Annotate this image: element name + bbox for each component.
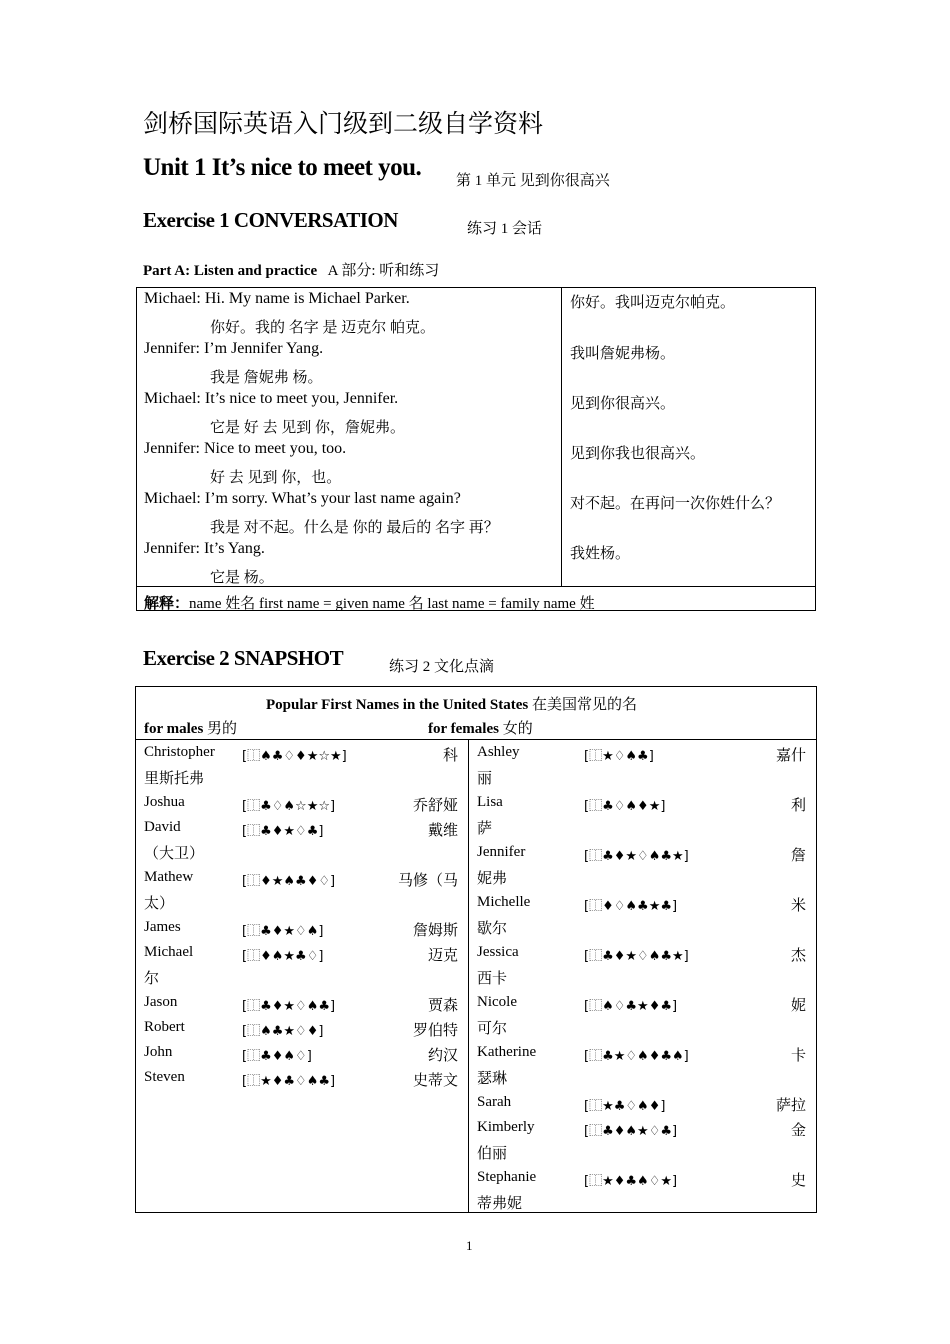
male-phonetic: [⿰♣♦★♢♠] <box>242 924 324 939</box>
male-cn: 科 <box>442 748 458 764</box>
female-cn: 卡 <box>790 1048 806 1064</box>
male-phonetic: [⿰♦♠★♣♢] <box>242 949 324 964</box>
female-cn-cont: 蒂弗妮 <box>477 1196 523 1212</box>
female-phonetic: [⿰♠♢♣★♦♣] <box>584 999 678 1014</box>
male-name: Christopher <box>144 744 215 760</box>
female-cn: 金 <box>790 1123 806 1139</box>
male-phonetic: [⿰♣♦★♢♣] <box>242 824 324 839</box>
male-cn: 贾森 <box>427 998 458 1014</box>
male-cn: 史蒂文 <box>412 1073 458 1089</box>
male-cn: 罗伯特 <box>412 1023 458 1039</box>
conversation-table <box>136 287 816 611</box>
conv-translation-5: 对不起。在再问一次你姓什么？ <box>570 496 781 512</box>
female-cn: 史 <box>790 1173 806 1189</box>
conv-gloss-6: 它是 杨。 <box>210 570 274 586</box>
part-a-cn: A 部分: 听和练习 <box>327 263 440 279</box>
female-phonetic: [⿰★♢♠♣] <box>584 749 654 764</box>
male-cn-cont: 里斯托弗 <box>144 771 205 787</box>
male-name: James <box>144 919 181 935</box>
males-header <box>144 717 237 738</box>
female-name: Katherine <box>477 1044 537 1060</box>
male-cn: 乔舒娅 <box>412 798 458 814</box>
conv-line-2: Jennifer: I’m Jennifer Yang. <box>144 340 324 357</box>
female-cn-cont: 丽 <box>477 771 493 787</box>
female-name: Jennifer <box>477 844 526 860</box>
male-cn-cont: （大卫） <box>144 846 205 862</box>
names-table-header <box>266 693 637 714</box>
female-name: Nicole <box>477 994 517 1010</box>
female-name: Michelle <box>477 894 531 910</box>
male-phonetic: [⿰♣♦★♢♠♣] <box>242 999 336 1014</box>
female-phonetic: [⿰♦♢♠♣★♣] <box>584 899 678 914</box>
female-cn-cont: 瑟琳 <box>477 1071 508 1087</box>
female-name: Sarah <box>477 1094 512 1110</box>
female-phonetic: [⿰♣★♢♠♦♣♠] <box>584 1049 689 1064</box>
female-phonetic: [⿰♣♢♠♦★] <box>584 799 666 814</box>
male-phonetic: [⿰♠♣★♢♦] <box>242 1024 324 1039</box>
conv-line-5: Michael: I’m sorry. What’s your last name again? <box>144 490 461 507</box>
document-title: 剑桥国际英语入门级到二级自学资料 <box>143 111 544 138</box>
conv-gloss-2: 我是 詹妮弗 杨。 <box>210 370 323 386</box>
female-cn: 詹 <box>790 848 806 864</box>
male-name: Jason <box>144 994 178 1010</box>
female-name: Lisa <box>477 794 503 810</box>
conv-translation-2: 我叫詹妮弗杨。 <box>570 346 676 362</box>
female-name: Ashley <box>477 744 520 760</box>
female-name: Kimberly <box>477 1119 535 1135</box>
conv-gloss-1: 你好。我的 名字 是 迈克尔 帕克。 <box>210 320 436 336</box>
female-name: Stephanie <box>477 1169 537 1185</box>
female-cn: 利 <box>790 798 806 814</box>
females-header <box>428 717 533 738</box>
male-name: David <box>144 819 181 835</box>
exercise1-title: Exercise 1 CONVERSATION <box>143 208 398 232</box>
males-label: for males <box>144 721 204 737</box>
male-name: Michael <box>144 944 194 960</box>
part-a-heading <box>143 259 439 280</box>
names-header-cn: 在美国常见的名 <box>531 697 637 713</box>
female-cn-cont: 伯丽 <box>477 1146 508 1162</box>
conv-line-1: Michael: Hi. My name is Michael Parker. <box>144 290 410 307</box>
females-label: for females <box>428 721 499 737</box>
conv-gloss-5: 我是 对不起。什么是 你的 最后的 名字 再？ <box>210 520 499 536</box>
male-cn: 戴维 <box>427 823 458 839</box>
names-header-en: Popular First Names in the United States <box>266 697 529 713</box>
exercise1-title-cn: 练习 1 会话 <box>467 221 543 237</box>
male-cn-cont: 尔 <box>144 971 160 987</box>
exercise2-title: Exercise 2 SNAPSHOT <box>143 646 344 670</box>
male-phonetic: [⿰♠♣♢♦★☆★] <box>242 749 347 764</box>
explanation-note <box>144 592 595 613</box>
female-cn: 嘉什 <box>775 748 806 764</box>
male-cn: 马修（马 <box>397 873 458 889</box>
female-phonetic: [⿰♣♦★♢♠♣★] <box>584 849 689 864</box>
male-name: Robert <box>144 1019 185 1035</box>
conv-line-4: Jennifer: Nice to meet you, too. <box>144 440 347 457</box>
female-cn-cont: 西卡 <box>477 971 508 987</box>
male-phonetic: [⿰♣♢♠☆★☆] <box>242 799 336 814</box>
males-cn: 男的 <box>207 721 238 737</box>
conv-line-6: Jennifer: It’s Yang. <box>144 540 265 557</box>
conv-line-3: Michael: It’s nice to meet you, Jennifer. <box>144 390 399 407</box>
male-name: Mathew <box>144 869 194 885</box>
unit-title-cn: 第 1 单元 见到你很高兴 <box>456 173 610 189</box>
male-phonetic: [⿰♣♦♠♢] <box>242 1049 312 1064</box>
female-cn: 妮 <box>790 998 806 1014</box>
female-cn: 萨拉 <box>775 1098 806 1114</box>
female-name: Jessica <box>477 944 519 960</box>
part-a-label: Part A: Listen and practice <box>143 263 318 279</box>
male-cn: 詹姆斯 <box>412 923 458 939</box>
male-name: John <box>144 1044 173 1060</box>
females-cn: 女的 <box>502 721 533 737</box>
female-cn-cont: 可尔 <box>477 1021 508 1037</box>
male-name: Joshua <box>144 794 185 810</box>
male-cn: 约汉 <box>427 1048 458 1064</box>
male-cn: 迈克 <box>427 948 458 964</box>
conv-gloss-3: 它是 好 去 见到 你，詹妮弗。 <box>210 420 406 436</box>
female-cn: 米 <box>790 898 806 914</box>
female-cn-cont: 妮弗 <box>477 871 508 887</box>
unit-title: Unit 1 It’s nice to meet you. <box>143 154 422 181</box>
female-cn-cont: 萨 <box>477 821 493 837</box>
note-text: name 姓名 first name = given name 名 last name = family name 姓 <box>189 596 595 612</box>
female-phonetic: [⿰♣♦♠★♢♣] <box>584 1124 678 1139</box>
male-cn-cont: 太） <box>144 896 175 912</box>
conv-translation-6: 我姓杨。 <box>570 546 631 562</box>
male-name: Steven <box>144 1069 185 1085</box>
conv-translation-3: 见到你很高兴。 <box>570 396 676 412</box>
conv-translation-1: 你好。我叫迈克尔帕克。 <box>570 295 736 311</box>
female-phonetic: [⿰♣♦★♢♠♣★] <box>584 949 689 964</box>
exercise2-title-cn: 练习 2 文化点滴 <box>389 659 495 675</box>
male-phonetic: [⿰★♦♣♢♠♣] <box>242 1074 336 1089</box>
conv-translation-4: 见到你我也很高兴。 <box>570 446 706 462</box>
page-number: 1 <box>466 1238 473 1253</box>
names-table <box>135 686 817 1213</box>
female-cn-cont: 歇尔 <box>477 921 508 937</box>
male-phonetic: [⿰♦★♠♣♦♢] <box>242 874 336 889</box>
conv-gloss-4: 好 去 见到 你，也。 <box>210 470 342 486</box>
note-label: 解释： <box>144 596 190 612</box>
female-phonetic: [⿰★♣♢♠♦] <box>584 1099 666 1114</box>
female-phonetic: [⿰★♦♣♠♢★] <box>584 1174 678 1189</box>
female-cn: 杰 <box>790 948 806 964</box>
